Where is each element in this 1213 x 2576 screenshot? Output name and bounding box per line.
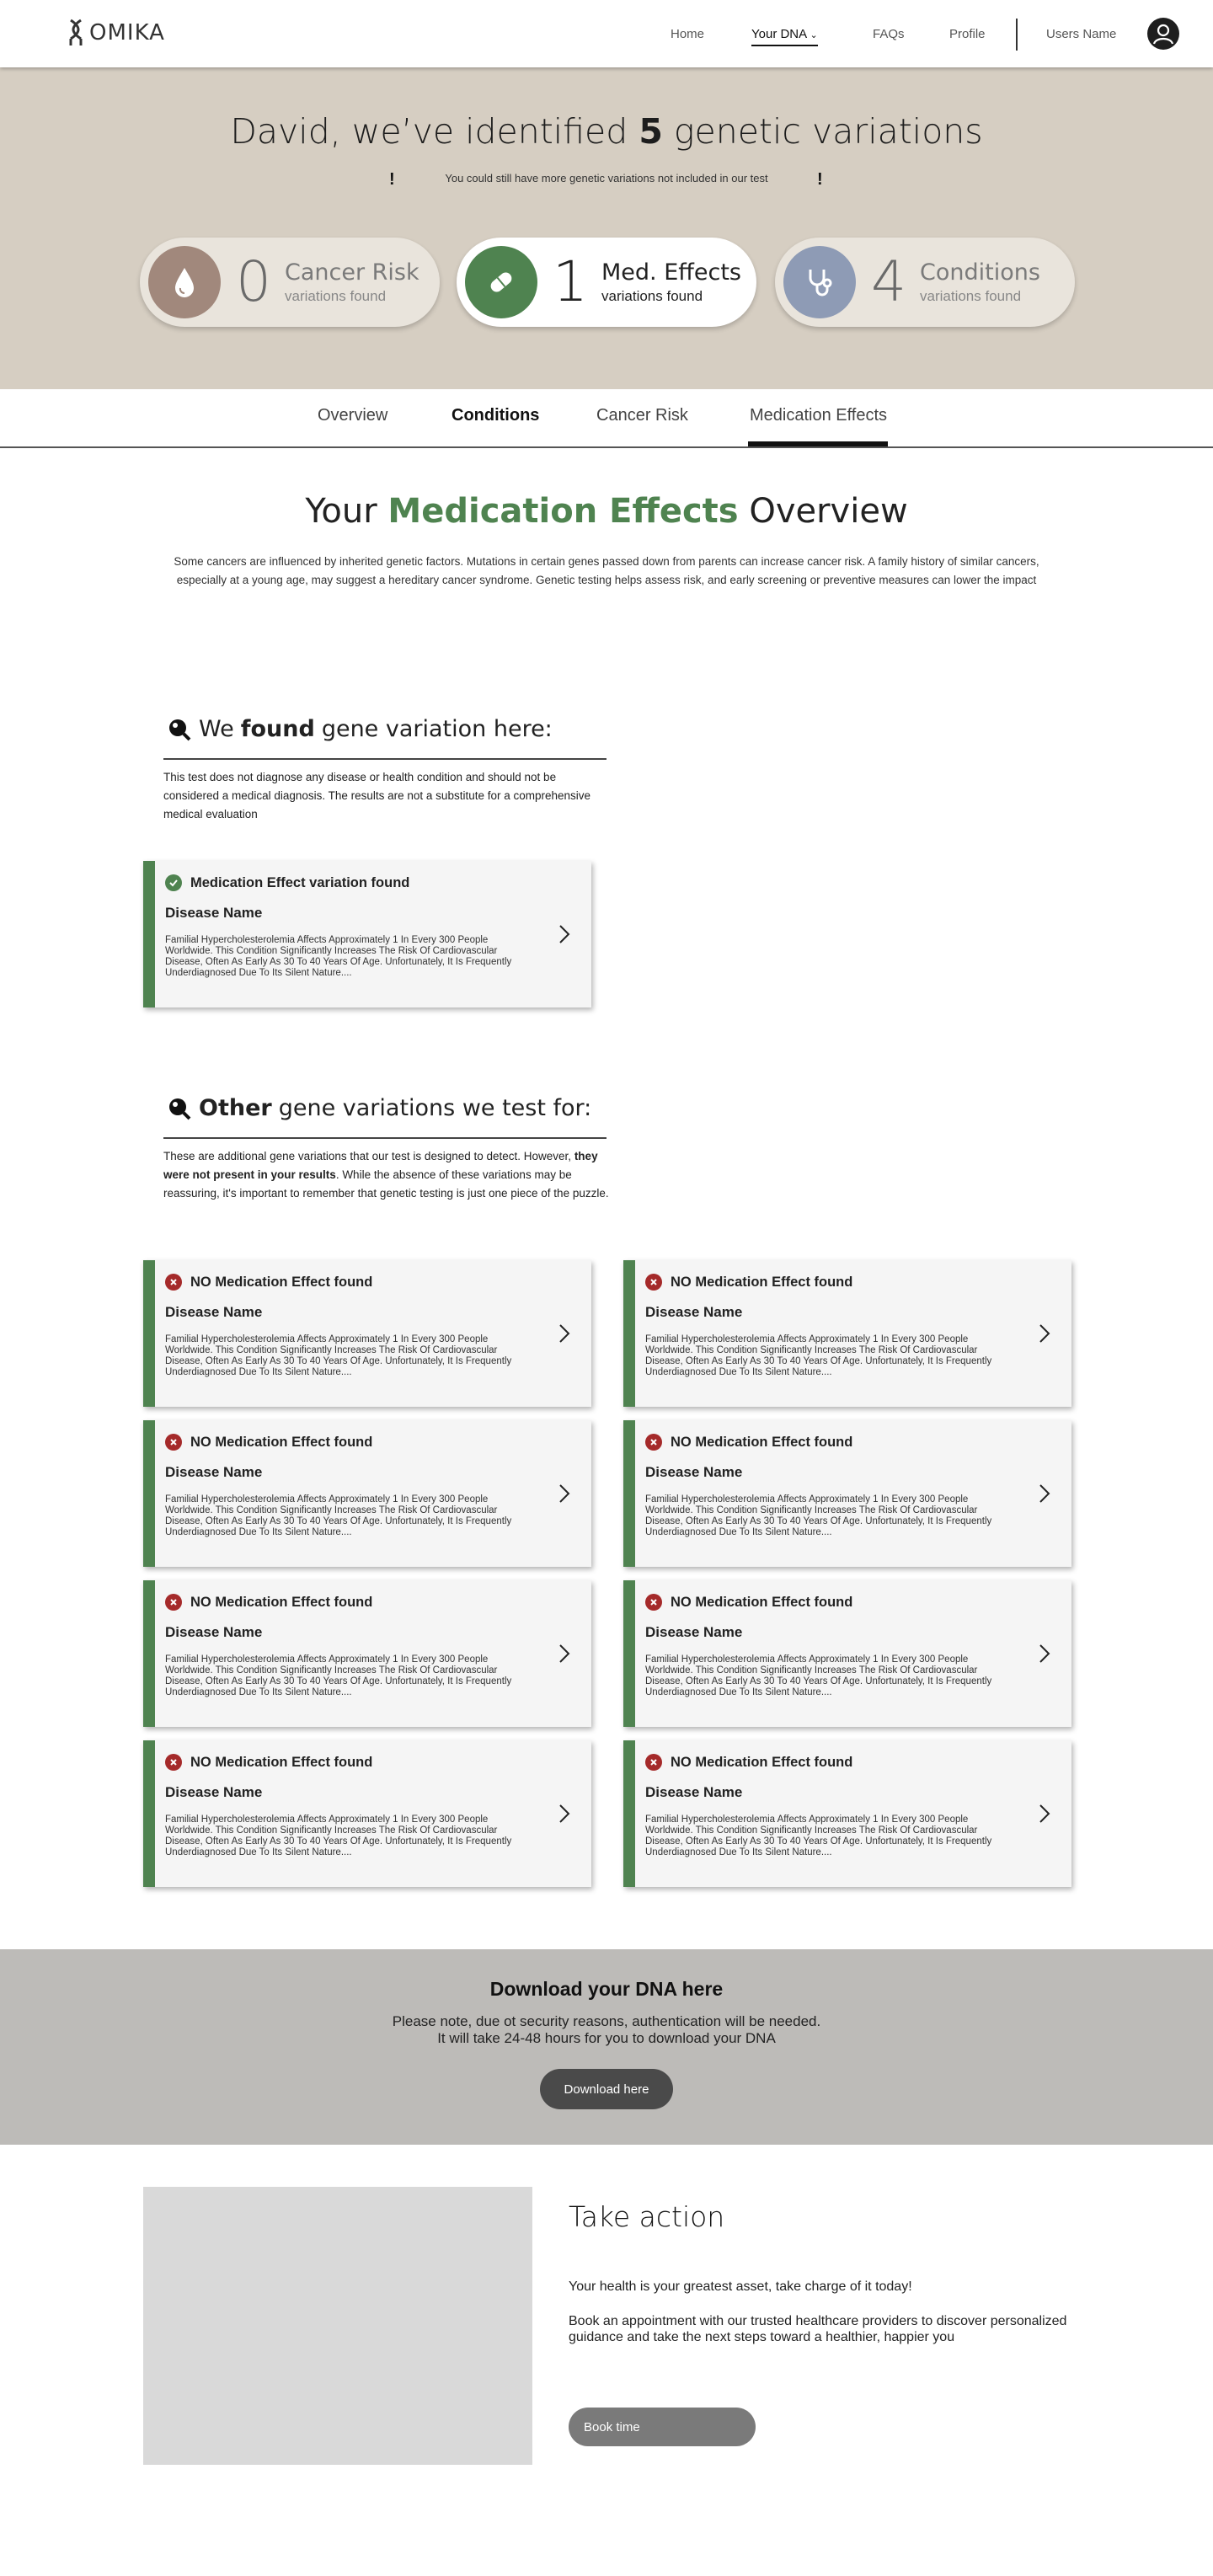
overview-title-prefix: Your (305, 492, 377, 531)
card-status-label: NO Medication Effect found (671, 1594, 853, 1610)
other-text-part1: These are additional gene variations that our test is designed to detect. However, (163, 1150, 572, 1162)
card-disease-name: Disease Name (645, 1784, 743, 1800)
found-heading-suffix: gene variation here: (321, 716, 553, 742)
found-heading-prefix: We (199, 716, 234, 742)
card-status (645, 1274, 852, 1291)
card-disease-name: Disease Name (645, 1304, 743, 1320)
active-tab-indicator (748, 441, 888, 446)
divider (163, 758, 606, 760)
magnifier-icon (167, 717, 192, 742)
x-circle-icon (645, 1434, 662, 1451)
x-circle-icon (645, 1594, 662, 1611)
card-description: Familial Hypercholesterolemia Affects Approximately 1 In Every 300 People Worldwide. This Condition Significantly Increases The Risk Of Cardiovascular Disease, Often As Early As 30 To 40 Years Of Age. Unfortunately, It Is Frequently Underdiagnosed Due To Its Silent Nature.... (645, 1814, 992, 1857)
card-status-label: NO Medication Effect found (671, 1274, 853, 1290)
card-status-label: NO Medication Effect found (671, 1434, 853, 1450)
take-action-title: Take action (569, 2200, 725, 2233)
found-heading (167, 716, 553, 742)
take-action-text-2: Book an appointment with our trusted healthcare providers to discover personalized guidance and take the next steps toward a healthier, happier you (569, 2314, 1067, 2344)
divider (163, 1137, 606, 1139)
download-text (0, 2013, 1213, 2047)
chevron-right-icon[interactable] (556, 1323, 573, 1344)
card-description: Familial Hypercholesterolemia Affects Approximately 1 In Every 300 People Worldwide. This Condition Significantly Increases The Risk Of Cardiovascular Disease, Often As Early As 30 To 40 Years Of Age. Unfortunately, It Is Frequently Underdiagnosed Due To Its Silent Nature.... (165, 935, 512, 978)
pill-subtitle: variations found (285, 288, 387, 304)
other-card[interactable] (143, 1420, 591, 1567)
pill-number: 0 (236, 249, 271, 314)
logo-text: OMIKA (89, 20, 165, 45)
overview-description: Some cancers are influenced by inherited genetic factors. Mutations in certain genes passed down from parents can increase cancer risk. A family history of similar cancers, especially at a young age, may suggest a hereditary cancer syndrome. Genetic testing helps assess risk, and early screening or preventive measures can lower the impact (174, 555, 1039, 586)
take-action-text-1: Your health is your greatest asset, take charge of it today! (569, 2279, 912, 2294)
chevron-right-icon[interactable] (556, 1483, 573, 1504)
chevron-right-icon[interactable] (1036, 1643, 1053, 1665)
drop-icon (172, 265, 197, 299)
x-circle-icon (165, 1594, 182, 1611)
top-nav (0, 0, 1213, 67)
other-card[interactable] (623, 1260, 1071, 1407)
overview-title-highlight: Medication Effects (387, 492, 739, 531)
other-card[interactable] (143, 1260, 591, 1407)
pill-cancer-risk[interactable] (140, 238, 440, 327)
card-status (645, 1754, 852, 1771)
pill-icon-circle (783, 246, 856, 318)
hero-title-suffix: genetic variations (673, 111, 983, 152)
x-circle-icon (165, 1754, 182, 1771)
card-status (165, 1274, 372, 1291)
card-status (165, 1594, 372, 1611)
magnifier-icon (167, 1096, 192, 1121)
nav-profile[interactable]: Profile (949, 27, 986, 41)
pill-title: Conditions (920, 259, 1040, 286)
hero (0, 67, 1213, 389)
other-card[interactable] (623, 1740, 1071, 1887)
hero-note: You could still have more genetic variations not included in our test (445, 172, 768, 184)
nav-home[interactable]: Home (671, 27, 705, 41)
pill-icon-circle (148, 246, 221, 318)
other-text (163, 1147, 610, 1203)
other-heading-bold: Other (199, 1095, 272, 1121)
found-heading-bold: found (240, 716, 315, 742)
tab-medication-effects[interactable]: Medication Effects (750, 406, 888, 425)
found-card[interactable] (143, 861, 591, 1007)
download-title: Download your DNA here (489, 1978, 724, 2000)
tab-conditions[interactable]: Conditions (452, 406, 540, 425)
download-section (0, 1949, 1213, 2145)
pill-number: 1 (553, 249, 588, 314)
pill-conditions[interactable] (775, 238, 1075, 327)
card-status-label: NO Medication Effect found (190, 1754, 373, 1770)
card-disease-name: Disease Name (645, 1624, 743, 1640)
download-text-line2: It will take 24-48 hours for you to download your DNA (437, 2030, 776, 2046)
x-circle-icon (165, 1274, 182, 1291)
card-status (165, 1434, 372, 1451)
chevron-right-icon[interactable] (1036, 1803, 1053, 1825)
card-disease-name: Disease Name (645, 1464, 743, 1480)
other-card[interactable] (623, 1420, 1071, 1567)
hero-title (0, 111, 1213, 152)
chevron-down-icon: ⌄ (810, 30, 818, 40)
overview-title-suffix: Overview (749, 492, 908, 531)
x-circle-icon (645, 1274, 662, 1291)
overview-title (0, 492, 1213, 531)
check-icon (165, 874, 182, 891)
nav-your-dna-label: Your DNA (751, 27, 807, 41)
user-icon (1147, 18, 1179, 50)
logo[interactable] (67, 19, 165, 47)
exclamation-icon: ! (817, 170, 823, 189)
other-heading-suffix: gene variations we test for: (278, 1095, 592, 1121)
avatar[interactable] (1147, 18, 1179, 50)
user-name[interactable]: Users Name (1046, 27, 1117, 41)
x-circle-icon (165, 1434, 182, 1451)
card-disease-name: Disease Name (165, 1784, 263, 1800)
chevron-right-icon[interactable] (1036, 1323, 1053, 1344)
card-description: Familial Hypercholesterolemia Affects Approximately 1 In Every 300 People Worldwide. This Condition Significantly Increases The Risk Of Cardiovascular Disease, Often As Early As 30 To 40 Years Of Age. Unfortunately, It Is Frequently Underdiagnosed Due To Its Silent Nature.... (645, 1334, 992, 1377)
chevron-right-icon[interactable] (556, 1643, 573, 1665)
nav-faqs[interactable]: FAQs (873, 27, 905, 41)
pill-icon-circle (465, 246, 537, 318)
other-card[interactable] (143, 1740, 591, 1887)
card-status-label: Medication Effect variation found (190, 874, 410, 890)
other-heading (167, 1095, 591, 1121)
card-description: Familial Hypercholesterolemia Affects Approximately 1 In Every 300 People Worldwide. This Condition Significantly Increases The Risk Of Cardiovascular Disease, Often As Early As 30 To 40 Years Of Age. Unfortunately, It Is Frequently Underdiagnosed Due To Its Silent Nature.... (165, 1654, 512, 1697)
card-disease-name: Disease Name (165, 1304, 263, 1320)
card-status (165, 874, 409, 891)
x-circle-icon (645, 1754, 662, 1771)
stethoscope-icon (802, 265, 837, 300)
card-disease-name: Disease Name (165, 905, 263, 921)
dna-logo-icon (67, 19, 84, 47)
pill-subtitle: variations found (601, 288, 703, 304)
pill-title: Med. Effects (601, 259, 741, 286)
card-disease-name: Disease Name (165, 1624, 263, 1640)
pill-number: 4 (871, 249, 906, 314)
card-status-label: NO Medication Effect found (190, 1434, 373, 1450)
pill-subtitle: variations found (920, 288, 1022, 304)
pill-icon (484, 265, 518, 299)
other-card[interactable] (143, 1580, 591, 1727)
hero-title-prefix: David, we’ve identified (230, 111, 628, 152)
card-description: Familial Hypercholesterolemia Affects Approximately 1 In Every 300 People Worldwide. This Condition Significantly Increases The Risk Of Cardiovascular Disease, Often As Early As 30 To 40 Years Of Age. Unfortunately, It Is Frequently Underdiagnosed Due To Its Silent Nature.... (165, 1814, 512, 1857)
tab-cancer-risk[interactable]: Cancer Risk (596, 406, 688, 425)
other-text-part2: . While the absence of these variations may be reassuring, it's important to remember that genetic testing is just one piece of the puzzle. (163, 1168, 609, 1200)
found-text: This test does not diagnose any disease or health condition and should not be considered a medical diagnosis. The results are not a substitute for a comprehensive medical evaluation (163, 771, 591, 820)
card-status (165, 1754, 372, 1771)
card-disease-name: Disease Name (165, 1464, 263, 1480)
card-description: Familial Hypercholesterolemia Affects Approximately 1 In Every 300 People Worldwide. This Condition Significantly Increases The Risk Of Cardiovascular Disease, Often As Early As 30 To 40 Years Of Age. Unfortunately, It Is Frequently Underdiagnosed Due To Its Silent Nature.... (165, 1494, 512, 1537)
other-card[interactable] (623, 1580, 1071, 1727)
card-status (645, 1594, 852, 1611)
nav-your-dna[interactable] (751, 27, 818, 46)
tab-bar (0, 389, 1213, 448)
pill-title: Cancer Risk (285, 259, 419, 286)
nav-divider (1016, 19, 1018, 51)
card-description: Familial Hypercholesterolemia Affects Approximately 1 In Every 300 People Worldwide. This Condition Significantly Increases The Risk Of Cardiovascular Disease, Often As Early As 30 To 40 Years Of Age. Unfortunately, It Is Frequently Underdiagnosed Due To Its Silent Nature.... (645, 1494, 992, 1537)
pill-med-effects[interactable] (457, 238, 756, 327)
card-status-label: NO Medication Effect found (190, 1274, 373, 1290)
chevron-right-icon[interactable] (1036, 1483, 1053, 1504)
chevron-right-icon[interactable] (556, 1803, 573, 1825)
book-time-button[interactable]: Book time (569, 2408, 756, 2446)
other-text-bold: they were not present in your results (163, 1150, 598, 1181)
card-status (645, 1434, 852, 1451)
exclamation-icon: ! (389, 170, 395, 189)
card-description: Familial Hypercholesterolemia Affects Approximately 1 In Every 300 People Worldwide. This Condition Significantly Increases The Risk Of Cardiovascular Disease, Often As Early As 30 To 40 Years Of Age. Unfortunately, It Is Frequently Underdiagnosed Due To Its Silent Nature.... (645, 1654, 992, 1697)
hero-count: 5 (639, 111, 663, 152)
download-button[interactable]: Download here (540, 2069, 673, 2109)
card-status-label: NO Medication Effect found (190, 1594, 373, 1610)
card-description: Familial Hypercholesterolemia Affects Approximately 1 In Every 300 People Worldwide. This Condition Significantly Increases The Risk Of Cardiovascular Disease, Often As Early As 30 To 40 Years Of Age. Unfortunately, It Is Frequently Underdiagnosed Due To Its Silent Nature.... (165, 1334, 512, 1377)
download-text-line1: Please note, due ot security reasons, authentication will be needed. (392, 2013, 821, 2029)
tab-overview[interactable]: Overview (318, 406, 388, 425)
card-status-label: NO Medication Effect found (671, 1754, 853, 1770)
chevron-right-icon[interactable] (556, 923, 573, 945)
image-placeholder (143, 2187, 532, 2465)
